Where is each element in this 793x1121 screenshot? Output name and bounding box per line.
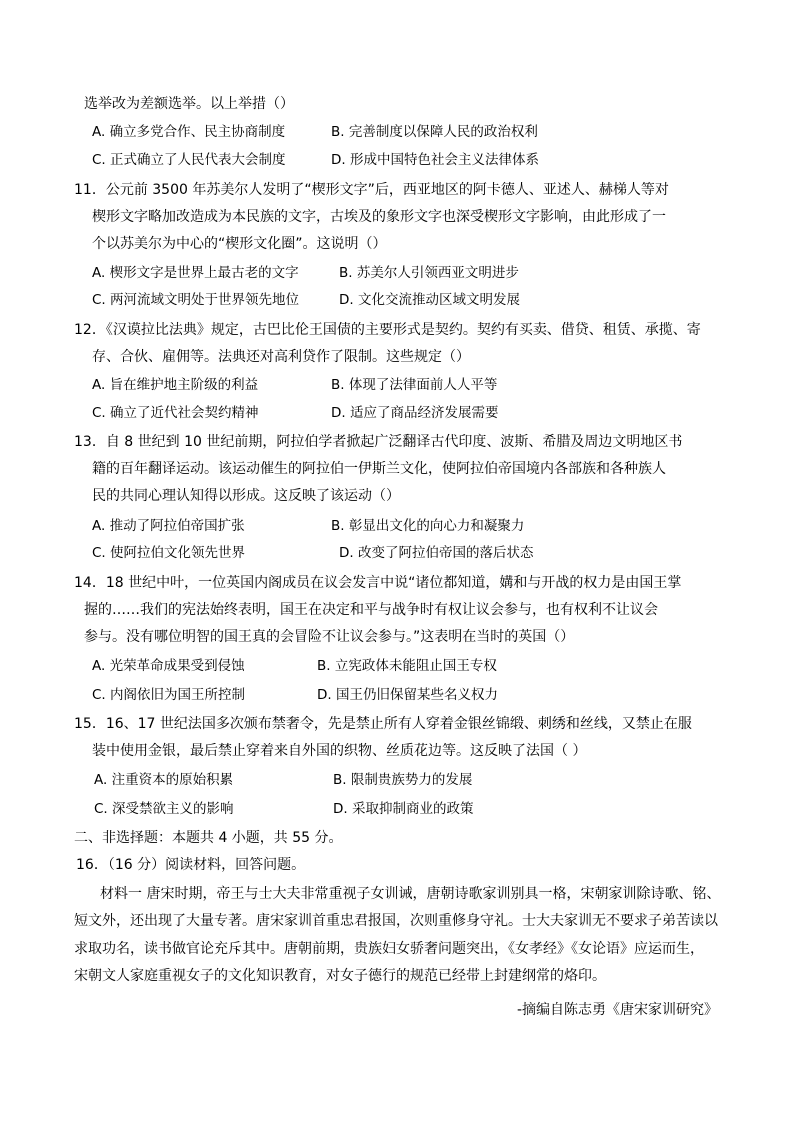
q11-option-c: C. 两河流域文明处于世界领先地位 (92, 292, 300, 308)
q15-option-c: C. 深受禁欲主义的影响 (94, 801, 234, 817)
q14-stem-line2: 握的……我们的宪法始终表明，国王在决定和平与战争时有权让议会参与，也有权利不让议会 (84, 602, 658, 618)
q11-option-b: B. 苏美尔人引领西亚文明进步 (339, 265, 519, 281)
q12-option-a: A. 旨在维护地主阶级的利益 (92, 377, 259, 393)
q12-stem-line2: 存、合伙、雇佣等。法典还对高利贷作了限制。这些规定（） (92, 349, 470, 365)
q12-stem-line1: 12．《汉谟拉比法典》规定，古巴比伦王国债的主要形式是契约。契约有买卖、借贷、租赁、承揽、寄 (74, 322, 701, 338)
q15-option-d: D. 采取抑制商业的政策 (333, 801, 474, 817)
q11-stem-line1: 11．公元前 3500 年苏美尔人发明了“楔形文字”后，西亚地区的阿卡德人、亚述人、赫梯人等对 (74, 182, 669, 198)
q14-option-c: C. 内阁依旧为国王所控制 (92, 687, 246, 703)
q11-option-a: A. 楔形文字是世界上最古老的文字 (92, 265, 299, 281)
q12-option-d: D. 适应了商品经济发展需要 (331, 405, 499, 421)
q13-stem-line2: 籍的百年翻译运动。该运动催生的阿拉伯一伊斯兰文化，使阿拉伯帝国境内各部族和各种族人 (92, 461, 666, 477)
q10-option-c: C. 正式确立了人民代表大会制度 (92, 152, 286, 168)
q16-source: -摘编自陈志勇《唐宋家训研究》 (517, 1002, 719, 1018)
section-heading: 二、非选择题：本题共 4 小题，共 55 分。 (74, 830, 343, 846)
q14-option-a: A. 光荣革命成果受到侵蚀 (92, 658, 245, 674)
q16-material-line4: 宋朝文人家庭重视女子的文化知识教育，对女子德行的规范已经带上封建纲常的烙印。 (74, 968, 606, 984)
q16-material-line2: 短文外，还出现了大量专著。唐宋家训首重忠君报国，次则重修身守礼。士大夫家训无不要求子弟苦读以 (74, 913, 718, 929)
q10-option-b: B. 完善制度以保障人民的政治权利 (331, 124, 538, 140)
q14-stem-line1: 14．18 世纪中叶，一位英国内阁成员在议会发言中说“诸位都知道，媾和与开战的权力是由国王掌 (74, 575, 682, 591)
q13-option-b: B. 彰显出文化的向心力和凝聚力 (331, 518, 525, 534)
q16-material-line3: 求取功名，读书做官论充斥其中。唐朝前期，贵族妇女骄奢问题突出，《女孝经》《女论语》应运而生， (74, 941, 704, 957)
q10-stem-tail: 选举改为差额选举。以上举措（） (84, 96, 294, 112)
q15-option-a: A. 注重资本的原始积累 (94, 772, 234, 788)
q12-option-b: B. 体现了法律面前人人平等 (331, 377, 498, 393)
q13-option-c: C. 使阿拉伯文化领先世界 (92, 545, 246, 561)
q13-option-d: D. 改变了阿拉伯帝国的落后状态 (339, 545, 534, 561)
q14-stem-line3: 参与。没有哪位明智的国王真的会冒险不让议会参与。”这表明在当时的英国（） (84, 629, 575, 645)
q12-option-c: C. 确立了近代社会契约精神 (92, 405, 259, 421)
q16-heading: 16．（16 分）阅读材料，回答问题。 (76, 857, 306, 873)
q13-stem-line1: 13．自 8 世纪到 10 世纪前期，阿拉伯学者掀起广泛翻译古代印度、波斯、希腊及周边文明地区书 (74, 434, 683, 450)
q15-stem-line1: 15．16、17 世纪法国多次颁布禁奢令，先是禁止所有人穿着金银丝锦缎、刺绣和丝线，又禁止在服 (74, 716, 692, 732)
q11-option-d: D. 文化交流推动区域文明发展 (339, 292, 520, 308)
q11-stem-line2: 楔形文字略加改造成为本民族的文字，古埃及的象形文字也深受楔形文字影响，由此形成了一 (92, 209, 666, 225)
q14-option-d: D. 国王仍旧保留某些名义权力 (317, 687, 498, 703)
q16-material-line1: 材料一 唐宋时期，帝王与士大夫非常重视子女训诫，唐朝诗歌家训别具一格，宋朝家训除诗歌、铭、 (100, 886, 721, 902)
q14-option-b: B. 立宪政体未能阻止国王专权 (317, 658, 497, 674)
q10-option-d: D. 形成中国特色社会主义法律体系 (331, 152, 539, 168)
q13-option-a: A. 推动了阿拉伯帝国扩张 (92, 518, 245, 534)
q15-stem-line2: 装中使用金银，最后禁止穿着来自外国的织物、丝质花边等。这反映了法国（ ） (92, 743, 587, 759)
q10-option-a: A. 确立多党合作、民主协商制度 (92, 124, 286, 140)
q11-stem-line3: 个以苏美尔为中心的“楔形文化圈”。这说明（） (92, 236, 387, 252)
q15-option-b: B. 限制贵族势力的发展 (333, 772, 473, 788)
q13-stem-line3: 民的共同心理认知得以形成。这反映了该运动（） (92, 488, 400, 504)
